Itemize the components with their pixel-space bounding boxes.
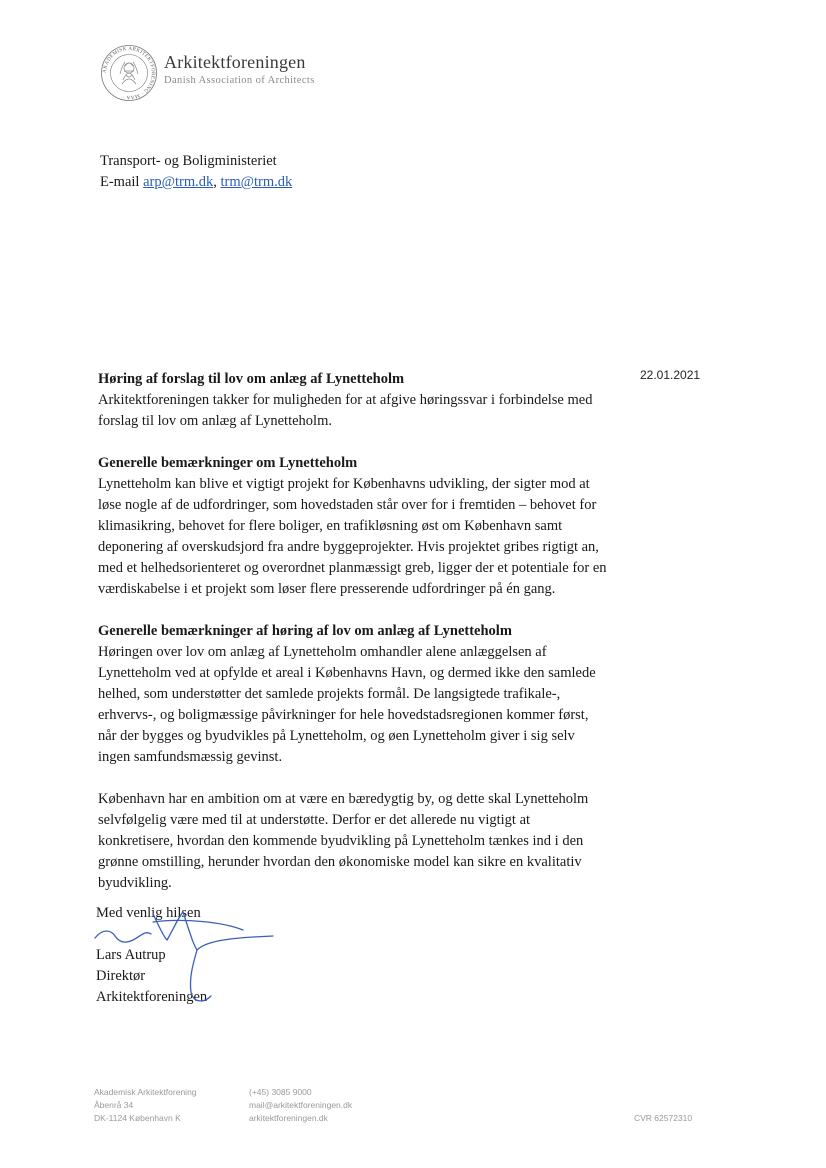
letter-title: Høring af forslag til lov om anlæg af Lynetteholm: [98, 371, 405, 387]
footer-website[interactable]: arkitektforeningen.dk: [249, 1113, 328, 1123]
section-heading-hearing: Generelle bemærkninger af høring af lov om anlæg af Lynetteholm: [98, 623, 512, 639]
paragraph-general: Lynetteholm kan blive et vigtigt projekt for Københavns udvikling, der sigter mod at løse nogle af de udfordringer, som hovedstaden står over for i fremtiden – behovet for klimasikring, behovet for flere boliger, en trafikløsning øst om København samt deponering af overskudsjord fra andre byggeprojekter. Hvis projektet gribes rigtigt an, med et helhedsorienteret og overordnet planmæssigt greb, ligger der et potentiale for en værdiskabelse i et projekt som løser flere presserende udfordringer på én gang.: [98, 476, 607, 597]
footer-phone: (+45) 3085 9000: [249, 1087, 312, 1097]
signatory-role: Direktør: [96, 968, 146, 984]
email-link-arp[interactable]: arp@trm.dk: [143, 174, 214, 190]
signatory-organization: Arkitektforeningen: [96, 989, 208, 1005]
letter-date: 22.01.2021: [640, 368, 701, 382]
handwritten-signature: [93, 900, 283, 1010]
paragraph-hearing: Høringen over lov om anlæg af Lynetteholm omhandler alene anlæggelsen af Lynetteholm ved at opfylde et areal i Københavns Havn, og dermed ikke den samlede helhed, som understøtter det samlede projekts formål. De langsigtede trafikale-, erhvervs-, og boligmæssige påvirkninger for hele hovedstadsregionen kommer først, når der bygges og byudvikles på Lynetteholm, og øen Lynetteholm giver i sig selv ingen samfundsmæssig gevinst.: [98, 644, 596, 765]
footer-address-line: Åbenrå 34: [94, 1100, 134, 1110]
footer-cvr: CVR 62572310: [634, 1113, 693, 1123]
paragraph-sustainability: København har en ambition om at være en bæredygtig by, og dette skal Lynetteholm selvfølgelig være med til at understøtte. Derfor er det allerede nu vigtigt at konkretisere, hvordan den kommende byudvikling på Lynetteholm tænkes ind i den grønne omstilling, herunder hvordan den økonomiske model kan sikre en kvalitativ byudvikling.: [98, 791, 589, 891]
closing-greeting: Med venlig hilsen: [96, 905, 201, 921]
association-seal-logo: [100, 44, 158, 102]
organization-subtitle: Danish Association of Architects: [164, 75, 315, 86]
email-link-trm[interactable]: trm@trm.dk: [220, 174, 293, 190]
svg-text:AKADEMISK ARKITEKTFORENING · M: AKADEMISK ARKITEKTFORENING · MAA ·: [101, 45, 157, 101]
organization-name: Arkitektforeningen: [164, 52, 306, 72]
recipient-block: [100, 151, 292, 193]
email-prefix: E-mail: [100, 174, 144, 190]
footer-address: [94, 1086, 197, 1125]
recipient-email-line: [100, 172, 292, 193]
letter-body: [98, 369, 608, 894]
recipient-name: Transport- og Boligministeriet: [100, 153, 277, 169]
footer-address-line: DK-1124 København K: [94, 1113, 181, 1123]
footer-address-line: Akademisk Arkitektforening: [94, 1087, 197, 1097]
signatory-name: Lars Autrup: [96, 947, 166, 963]
intro-paragraph: Arkitektforeningen takker for muligheden for at afgive høringssvar i forbindelse med forslag til lov om anlæg af Lynetteholm.: [98, 392, 593, 429]
footer-contact: [249, 1086, 352, 1125]
footer-email[interactable]: mail@arkitektforeningen.dk: [249, 1100, 353, 1110]
section-heading-general: Generelle bemærkninger om Lynetteholm: [98, 455, 358, 471]
email-separator: ,: [213, 174, 221, 190]
